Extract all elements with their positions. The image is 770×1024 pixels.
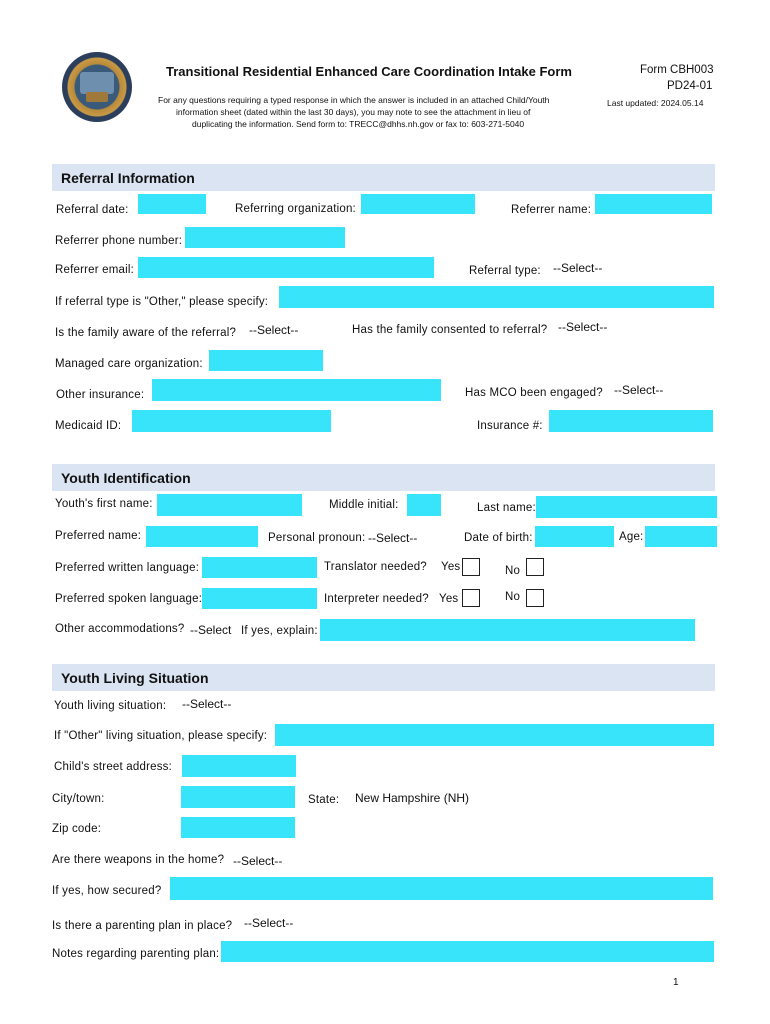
- middle-initial-field[interactable]: [407, 494, 441, 516]
- other-insurance-label: Other insurance:: [56, 389, 145, 401]
- youth-living-situation-label: Youth living situation:: [54, 700, 167, 712]
- interpreter-no-checkbox[interactable]: [526, 589, 544, 607]
- interpreter-needed-label: Interpreter needed?: [324, 593, 429, 605]
- family-aware-select[interactable]: --Select--: [249, 323, 299, 337]
- section-heading: Youth Living Situation: [61, 670, 209, 686]
- referral-type-select[interactable]: --Select--: [553, 261, 603, 275]
- date-of-birth-field[interactable]: [535, 526, 614, 547]
- translator-no-checkbox[interactable]: [526, 558, 544, 576]
- youth-first-name-field[interactable]: [157, 494, 302, 516]
- referring-organization-label: Referring organization:: [235, 203, 356, 215]
- accommodations-explain-label: If yes, explain:: [241, 625, 318, 637]
- preferred-name-label: Preferred name:: [55, 530, 142, 542]
- section-heading: Youth Identification: [61, 470, 191, 486]
- insurance-number-field[interactable]: [549, 410, 713, 432]
- personal-pronoun-label: Personal pronoun:: [268, 532, 366, 544]
- family-aware-label: Is the family aware of the referral?: [55, 327, 237, 339]
- referrer-phone-label: Referrer phone number:: [55, 235, 183, 247]
- section-heading: Referral Information: [61, 170, 195, 186]
- instructions-line-2: information sheet (dated within the last 30 days), you may note to see the attachment in lieu of: [176, 107, 531, 117]
- family-consented-select[interactable]: --Select--: [558, 320, 608, 334]
- accommodations-explain-field[interactable]: [320, 619, 695, 641]
- age-field[interactable]: [645, 526, 717, 547]
- preferred-spoken-language-label: Preferred spoken language:: [55, 593, 203, 605]
- middle-initial-label: Middle initial:: [329, 499, 399, 511]
- preferred-written-language-label: Preferred written language:: [55, 562, 200, 574]
- weapons-label: Are there weapons in the home?: [52, 854, 225, 866]
- translator-yes-label: Yes: [441, 561, 461, 573]
- referrer-email-field[interactable]: [138, 257, 434, 278]
- translator-needed-label: Translator needed?: [324, 561, 427, 573]
- last-name-label: Last name:: [477, 502, 536, 514]
- preferred-name-field[interactable]: [146, 526, 258, 547]
- insurance-number-label: Insurance #:: [477, 420, 543, 432]
- referral-type-other-field[interactable]: [279, 286, 714, 308]
- managed-care-organization-field[interactable]: [209, 350, 323, 371]
- weapons-secured-field[interactable]: [170, 877, 713, 900]
- last-name-field[interactable]: [536, 496, 717, 518]
- zip-code-label: Zip code:: [52, 823, 102, 835]
- family-consented-label: Has the family consented to referral?: [352, 324, 548, 336]
- city-town-label: City/town:: [52, 793, 105, 805]
- last-updated: Last updated: 2024.05.14: [607, 98, 704, 108]
- date-of-birth-label: Date of birth:: [464, 532, 533, 544]
- zip-code-field[interactable]: [181, 817, 295, 838]
- parenting-plan-notes-label: Notes regarding parenting plan:: [52, 948, 220, 960]
- instructions-line-1: For any questions requiring a typed response in which the answer is included in an attached Child/Youth: [158, 95, 550, 105]
- referral-type-label: Referral type:: [469, 265, 541, 277]
- translator-yes-checkbox[interactable]: [462, 558, 480, 576]
- other-accommodations-label: Other accommodations?: [55, 623, 185, 635]
- translator-no-label: No: [505, 565, 521, 577]
- referrer-name-label: Referrer name:: [511, 204, 592, 216]
- section-referral-information: [52, 164, 715, 191]
- referrer-phone-field[interactable]: [185, 227, 345, 248]
- nh-state-seal-icon: [62, 52, 132, 122]
- parenting-plan-select[interactable]: --Select--: [244, 916, 294, 930]
- referrer-name-field[interactable]: [595, 194, 712, 214]
- age-label: Age:: [619, 531, 644, 543]
- other-living-situation-label: If "Other" living situation, please specify:: [54, 730, 268, 742]
- parenting-plan-notes-field[interactable]: [221, 941, 714, 962]
- medicaid-id-label: Medicaid ID:: [55, 420, 122, 432]
- medicaid-id-field[interactable]: [132, 410, 331, 432]
- form-code: PD24-01: [667, 80, 713, 92]
- state-label: State:: [308, 794, 340, 806]
- parenting-plan-label: Is there a parenting plan in place?: [52, 920, 233, 932]
- youth-living-situation-select[interactable]: --Select--: [182, 697, 232, 711]
- interpreter-yes-label: Yes: [439, 593, 459, 605]
- interpreter-no-label: No: [505, 591, 521, 603]
- section-youth-living-situation: [52, 664, 715, 691]
- weapons-select[interactable]: --Select--: [233, 854, 283, 868]
- mco-engaged-select[interactable]: --Select--: [614, 383, 664, 397]
- street-address-label: Child's street address:: [54, 761, 173, 773]
- state-select[interactable]: New Hampshire (NH): [355, 791, 470, 805]
- managed-care-organization-label: Managed care organization:: [55, 358, 203, 370]
- interpreter-yes-checkbox[interactable]: [462, 589, 480, 607]
- mco-engaged-label: Has MCO been engaged?: [465, 387, 603, 399]
- form-number: Form CBH003: [640, 64, 714, 76]
- instructions-line-3: duplicating the information. Send form to: TRECC@dhhs.nh.gov or fax to: 603-271-5040: [192, 119, 525, 129]
- youth-first-name-label: Youth's first name:: [55, 498, 153, 510]
- referral-date-label: Referral date:: [56, 204, 129, 216]
- other-insurance-field[interactable]: [152, 379, 441, 401]
- other-accommodations-select[interactable]: --Select: [190, 623, 232, 637]
- other-living-situation-field[interactable]: [275, 724, 714, 746]
- referral-type-other-label: If referral type is "Other," please specify:: [55, 296, 269, 308]
- preferred-written-language-field[interactable]: [202, 557, 317, 578]
- city-town-field[interactable]: [181, 786, 295, 808]
- form-title: Transitional Residential Enhanced Care Coordination Intake Form: [166, 64, 572, 79]
- referral-date-field[interactable]: [138, 194, 206, 214]
- preferred-spoken-language-field[interactable]: [202, 588, 317, 609]
- section-youth-identification: [52, 464, 715, 491]
- referrer-email-label: Referrer email:: [55, 264, 135, 276]
- referring-organization-field[interactable]: [361, 194, 475, 214]
- weapons-secured-label: If yes, how secured?: [52, 885, 162, 897]
- personal-pronoun-select[interactable]: --Select--: [368, 531, 418, 545]
- page-number: 1: [673, 977, 679, 988]
- street-address-field[interactable]: [182, 755, 296, 777]
